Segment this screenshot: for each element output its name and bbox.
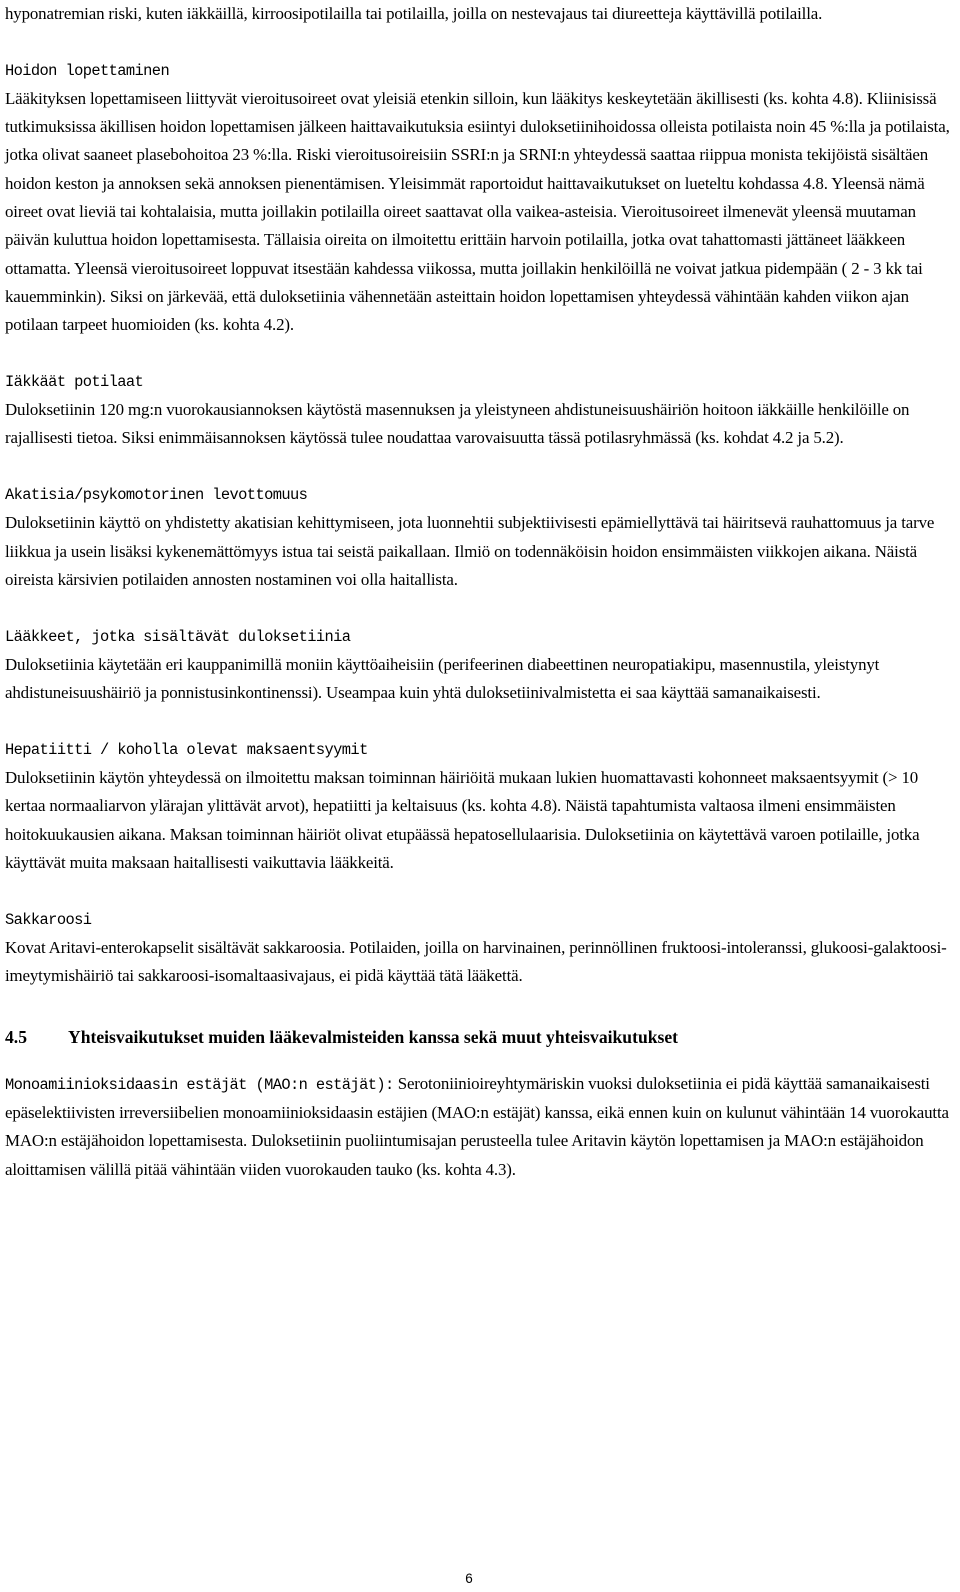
document-text (5, 0, 957, 1184)
medicines-paragraph: Duloksetiinia käytetään eri kauppanimillä moniin käyttöaiheisiin (perifeerinen diabeettinen neuropatiakipu, masennustila, yleistynyt ahdistuneisuushäiriö ja ponnistusinkontinenssi). Useampaa kuin yhtä duloksetiinivalmistetta ei saa käyttää samanaikaisesti. (5, 654, 880, 703)
section-sucrose (5, 906, 957, 991)
section-medicines (5, 623, 957, 708)
sucrose-heading: Sakkaroosi (5, 910, 92, 929)
akathisia-paragraph: Duloksetiinin käyttö on yhdistetty akatisian kehittymiseen, jota luonnehtii subjektiivisesti epämiellyttävä tai häiritsevä rauhattomuus ja tarve liikkua ja usein lisäksi kykenemättömyys istua tai seistä paikallaan. Ilmiö on todennäköisin hoidon ensimmäisten viikkojen aikana. Näistä oireista kärsivien potilaiden annosten nostaminen voi olla haitallista. (5, 513, 935, 589)
section-withdrawal (5, 57, 957, 340)
section-elderly (5, 368, 957, 453)
elderly-paragraph: Duloksetiinin 120 mg:n vuorokausiannoksen käytöstä masennuksen ja yleistyneen ahdistuneisuushäiriön hoitoon iäkkäille henkilöille on rajallisesti tietoa. Siksi enimmäisannoksen käytössä tulee noudattaa varovaisuutta tässä potilasryhmässä (ks. kohdat 4.2 ja 5.2). (5, 400, 910, 448)
akathisia-heading: Akatisia/psykomotorinen levottomuus (5, 486, 308, 505)
elderly-heading: Iäkkäät potilaat (5, 372, 144, 391)
hepatitis-heading: Hepatiitti / koholla olevat maksaentsyymit (5, 740, 368, 759)
section-4-5-heading (5, 1023, 957, 1051)
hepatitis-paragraph: Duloksetiinin käytön yhteydessä on ilmoitettu maksan toiminnan häiriöitä mukaan lukien huomattavasti kohonneet maksaentsyymit (> 10 kertaa normaaliarvon ylärajan ylittävät arvot), hepatiitti ja keltaisuus (ks. kohta 4.8). Näistä tapahtumista valtaosa ilmeni ensimmäisten hoitokuukausien aikana. Maksan toiminnan häiriöt olivat etupäässä hepatosellulaarisia. Duloksetiinia on käytettävä varoen potilaille, jotka käyttävät muita maksaan haitallisesti vaikuttavia lääkkeitä. (5, 768, 920, 872)
section-number: 4.5 (5, 1027, 27, 1048)
maoi-lead: Monoamiinioksidaasin estäjät (MAO:n estäjät): (5, 1075, 394, 1094)
maoi-text: Serotoniinioireyhtymäriskin vuoksi duloksetiinia ei pidä käyttää samanaikaisesti epäselektiivisten irreversiibelien monoamiinioksidaasin estäjien (MAO:n estäjät) kanssa, eikä ennen kuin on kulunut vähintään 14 vuorokautta MAO:n estäjähoidon lopettamisesta. Duloksetiinin puoliintumisajan perusteella tulee Aritavin käytön lopettamisen ja MAO:n estäjähoidon aloittamisen välillä pitää vähintään viiden vuorokauden tauko (ks. kohta 4.3). (5, 1073, 949, 1179)
maoi-paragraph (5, 1070, 957, 1184)
section-akathisia (5, 481, 957, 594)
medicines-heading: Lääkkeet, jotka sisältävät duloksetiinia (5, 627, 351, 646)
withdrawal-paragraph: Lääkityksen lopettamiseen liittyvät vieroitusoireet ovat yleisiä etenkin silloin, kun lääkitys keskeytetään äkillisesti (ks. kohta 4.8). Kliinisissä tutkimuksissa äkillisen hoidon lopettamisen jälkeen haittavaikutuksia esiintyi duloksetiinihoidossa olleista potilaista noin 45 %:lla ja potilaista, jotka olivat saaneet plasebohoitoa 23 %:lla. Riski vieroitusoireisiin SSRI:n ja SRNI:n yhteydessä saattaa riippua monista tekijöistä sisältäen hoidon keston ja annoksen sekä annoksen pienentämisen. Yleisimmät raportoidut haittavaikutukset on lueteltu kohdassa 4.8. Yleensä nämä oireet ovat lieviä tai kohtalaisia, mutta joillakin potilailla oireet saattavat olla vaikea-asteisia. Vieroitusoireet ilmenevät yleensä muutaman päivän kuluttua hoidon lopettamisesta. Tällaisia oireita on ilmoitettu erittäin harvoin potilailla, jotka ovat tahattomasti jättäneet lääkkeen ottamatta. Yleensä vieroitusoireet loppuvat itsestään kahdessa viikossa, mutta joillakin henkilöillä ne voivat jatkua pidempään ( 2 - 3 kk tai kauemminkin). Siksi on järkevää, että duloksetiinia vähennetään asteittain hoidon lopettamisen yhteydessä vähintään kahden viikon ajan potilaan tarpeet huomioiden (ks. kohta 4.2). (5, 88, 950, 335)
page-number: 6 (465, 1571, 473, 1586)
section-hepatitis (5, 736, 957, 877)
withdrawal-heading: Hoidon lopettaminen (5, 61, 170, 80)
sucrose-paragraph: Kovat Aritavi-enterokapselit sisältävät sakkaroosia. Potilaiden, joilla on harvinainen, perinnöllinen fruktoosi-intoleranssi, glukoosi-galaktoosi-imeytymishäiriö tai sakkaroosi-isomaltaasivajaus, ei pidä käyttää tätä lääkettä. (5, 937, 947, 986)
section-title: Yhteisvaikutukset muiden lääkevalmisteiden kanssa sekä muut yhteisvaikutukset (68, 1027, 679, 1048)
intro-paragraph: hyponatremian riski, kuten iäkkäillä, kirroosipotilailla tai potilailla, joilla on nestevajaus tai diureetteja käyttävillä potilailla. (5, 4, 823, 23)
